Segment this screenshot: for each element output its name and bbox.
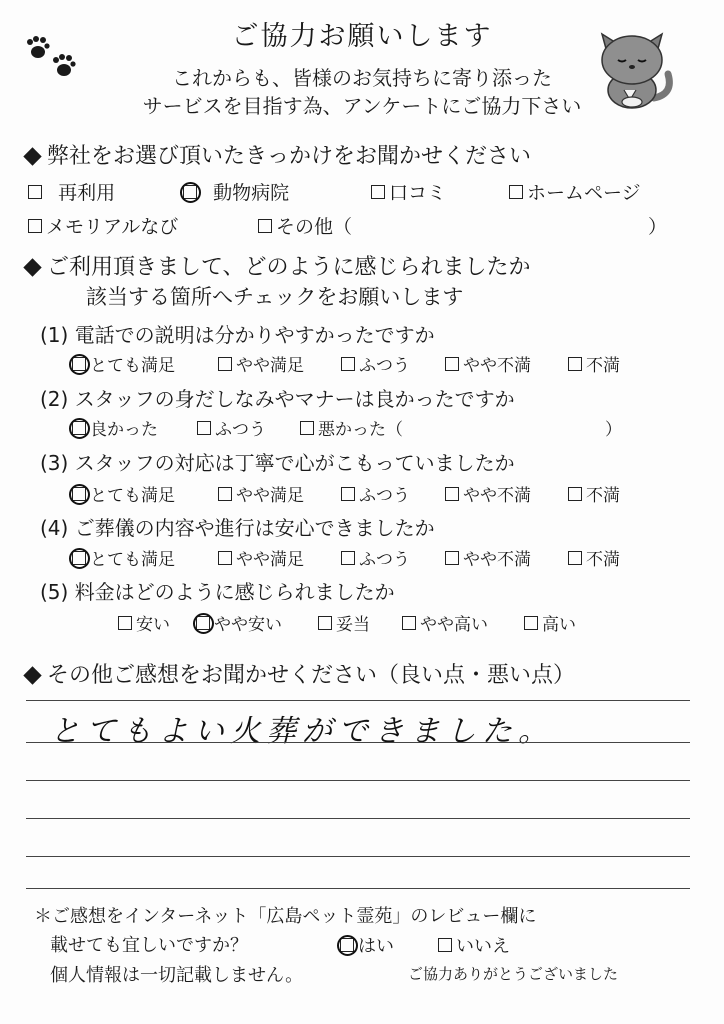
heading-text: 弊社をお選び頂いたきっかけをお聞かせください xyxy=(47,144,532,169)
section-heading-origin xyxy=(22,139,531,170)
checkbox-checked[interactable] xyxy=(72,421,86,435)
comment-line xyxy=(26,888,690,889)
checkbox-checked[interactable] xyxy=(72,551,86,565)
diamond-bullet-icon xyxy=(23,147,41,165)
option-bad[interactable] xyxy=(300,415,605,440)
option-label: やや満足 xyxy=(236,486,304,506)
heading-text: ご利用頂きまして、どのように感じられましたか xyxy=(47,255,531,280)
checkbox[interactable] xyxy=(445,357,459,371)
question-1-options xyxy=(72,351,620,376)
option-label: 口コミ xyxy=(389,182,447,204)
option-label: やや安い xyxy=(214,615,282,635)
checkbox[interactable] xyxy=(28,219,42,233)
checkbox-checked[interactable] xyxy=(340,938,354,952)
option-label: やや満足 xyxy=(236,356,304,376)
option-label: ふつう xyxy=(215,420,266,440)
handwritten-comment: とてもよい火葬ができました。 xyxy=(50,714,554,749)
option-very-satisfied[interactable] xyxy=(72,545,218,570)
checkbox-checked[interactable] xyxy=(72,487,86,501)
checkbox[interactable] xyxy=(524,616,538,630)
privacy-note: 個人情報は一切記載しません。 xyxy=(50,965,304,986)
option-label: やや不満 xyxy=(463,486,531,506)
option-label: やや高い xyxy=(420,615,488,635)
checkbox[interactable] xyxy=(197,421,211,435)
question-4: (4) ご葬儀の内容や進行は安心できましたか xyxy=(40,516,435,540)
question-1: (1) 電話での説明は分かりやすかったですか xyxy=(40,323,435,347)
comment-line xyxy=(26,818,690,819)
option-label: やや不満 xyxy=(463,550,531,570)
question-2-options xyxy=(72,415,622,440)
option-label: 不満 xyxy=(586,486,620,506)
option-label: ホームページ xyxy=(527,182,641,204)
diamond-bullet-icon xyxy=(23,258,41,276)
question-3: (3) スタッフの対応は丁寧で心がこもっていましたか xyxy=(40,451,515,475)
comment-line xyxy=(26,742,690,743)
option-yes[interactable] xyxy=(340,932,438,958)
option-somewhat-dissatisfied[interactable] xyxy=(445,351,568,376)
option-no[interactable] xyxy=(438,932,510,958)
checkbox[interactable] xyxy=(402,616,416,630)
option-other[interactable] xyxy=(258,212,648,239)
option-good[interactable] xyxy=(72,415,197,440)
checkbox-checked[interactable] xyxy=(72,357,86,371)
option-label: とても満足 xyxy=(90,486,175,506)
checkbox[interactable] xyxy=(341,551,355,565)
option-word-of-mouth[interactable] xyxy=(371,178,509,205)
comment-line xyxy=(26,856,690,857)
option-somewhat-satisfied[interactable] xyxy=(218,545,341,570)
option-label: 安い xyxy=(136,615,170,635)
checkbox-checked[interactable] xyxy=(196,616,210,630)
option-cheap[interactable] xyxy=(118,610,196,635)
review-consent-text: ＊ご感想をインターネット「広島ペット霊苑」のレビュー欄に xyxy=(34,906,537,927)
checkbox[interactable] xyxy=(118,616,132,630)
checkbox[interactable] xyxy=(568,551,582,565)
option-very-satisfied[interactable] xyxy=(72,481,218,506)
checkbox[interactable] xyxy=(568,357,582,371)
option-label: メモリアルなび xyxy=(46,216,179,238)
checkbox[interactable] xyxy=(341,357,355,371)
option-somewhat-expensive[interactable] xyxy=(402,610,524,635)
section-heading-comments xyxy=(22,658,575,689)
option-label: はい xyxy=(358,936,394,957)
checkbox[interactable] xyxy=(445,551,459,565)
origin-options-row-1 xyxy=(28,178,641,205)
option-label: やや満足 xyxy=(236,550,304,570)
thanks-note: ご協力ありがとうございました xyxy=(408,965,619,983)
page-title: ご協力お願いします xyxy=(231,21,493,52)
option-label: 不満 xyxy=(586,550,620,570)
checkbox[interactable] xyxy=(28,185,42,199)
checkbox-checked[interactable] xyxy=(183,185,197,199)
option-somewhat-satisfied[interactable] xyxy=(218,481,341,506)
question-5-options xyxy=(118,610,576,635)
checkbox[interactable] xyxy=(258,219,272,233)
question-4-options xyxy=(72,545,620,570)
bad-close-paren: ） xyxy=(605,420,622,440)
option-label: ふつう xyxy=(359,486,410,506)
option-label: やや不満 xyxy=(463,356,531,376)
option-reuse[interactable] xyxy=(28,178,183,205)
option-label: 悪かった（ xyxy=(318,420,403,440)
consent-options xyxy=(340,932,510,958)
option-somewhat-dissatisfied[interactable] xyxy=(445,545,568,570)
option-homepage[interactable] xyxy=(509,178,641,205)
other-close-paren: ） xyxy=(648,216,668,238)
option-label: とても満足 xyxy=(90,356,175,376)
option-label: 動物病院 xyxy=(213,182,290,204)
checkbox[interactable] xyxy=(371,185,385,199)
option-expensive[interactable] xyxy=(524,610,576,635)
option-label: 高い xyxy=(542,615,576,635)
option-label: 再利用 xyxy=(58,182,116,204)
intro-line-2: サービスを目指す為、アンケートにご協力下さい xyxy=(142,94,582,118)
checkbox[interactable] xyxy=(438,938,452,952)
option-somewhat-cheap[interactable] xyxy=(196,610,318,635)
comment-line xyxy=(26,780,690,781)
question-5: (5) 料金はどのように感じられましたか xyxy=(40,580,395,604)
option-label: いいえ xyxy=(456,936,510,957)
checkbox[interactable] xyxy=(341,487,355,501)
comment-line xyxy=(26,700,690,701)
question-3-options xyxy=(72,481,620,506)
option-average[interactable] xyxy=(197,415,300,440)
option-label: その他（ xyxy=(276,216,353,238)
diamond-bullet-icon xyxy=(23,666,41,684)
option-vet-clinic[interactable] xyxy=(183,178,371,205)
option-dissatisfied[interactable] xyxy=(568,351,620,376)
option-average[interactable] xyxy=(341,481,445,506)
checkbox[interactable] xyxy=(218,551,232,565)
checkbox[interactable] xyxy=(300,421,314,435)
option-dissatisfied[interactable] xyxy=(568,545,620,570)
option-reasonable[interactable] xyxy=(318,610,402,635)
section-heading-impressions xyxy=(22,250,531,281)
option-dissatisfied[interactable] xyxy=(568,481,620,506)
review-consent-question: 載せても宜しいですか？ xyxy=(50,935,248,956)
checkbox[interactable] xyxy=(318,616,332,630)
option-somewhat-dissatisfied[interactable] xyxy=(445,481,568,506)
checkbox[interactable] xyxy=(218,487,232,501)
question-2: (2) スタッフの身だしなみやマナーは良かったですか xyxy=(40,387,515,411)
option-label: 不満 xyxy=(586,356,620,376)
option-average[interactable] xyxy=(341,351,445,376)
option-very-satisfied[interactable] xyxy=(72,351,218,376)
option-label: とても満足 xyxy=(90,550,175,570)
intro-line-1: これからも、皆様のお気持ちに寄り添った xyxy=(172,66,552,90)
section-subheading: 該当する箇所へチェックをお願いします xyxy=(86,285,464,309)
option-label: 良かった xyxy=(90,420,158,440)
option-label: ふつう xyxy=(359,356,410,376)
option-label: 妥当 xyxy=(336,615,370,635)
option-average[interactable] xyxy=(341,545,445,570)
option-somewhat-satisfied[interactable] xyxy=(218,351,341,376)
checkbox[interactable] xyxy=(218,357,232,371)
checkbox[interactable] xyxy=(509,185,523,199)
origin-options-row-2 xyxy=(28,212,667,239)
option-memorial-navi[interactable] xyxy=(28,212,258,239)
option-label: ふつう xyxy=(359,550,410,570)
checkbox[interactable] xyxy=(445,487,459,501)
checkbox[interactable] xyxy=(568,487,582,501)
heading-text: その他ご感想をお聞かせください（良い点・悪い点） xyxy=(47,663,576,688)
